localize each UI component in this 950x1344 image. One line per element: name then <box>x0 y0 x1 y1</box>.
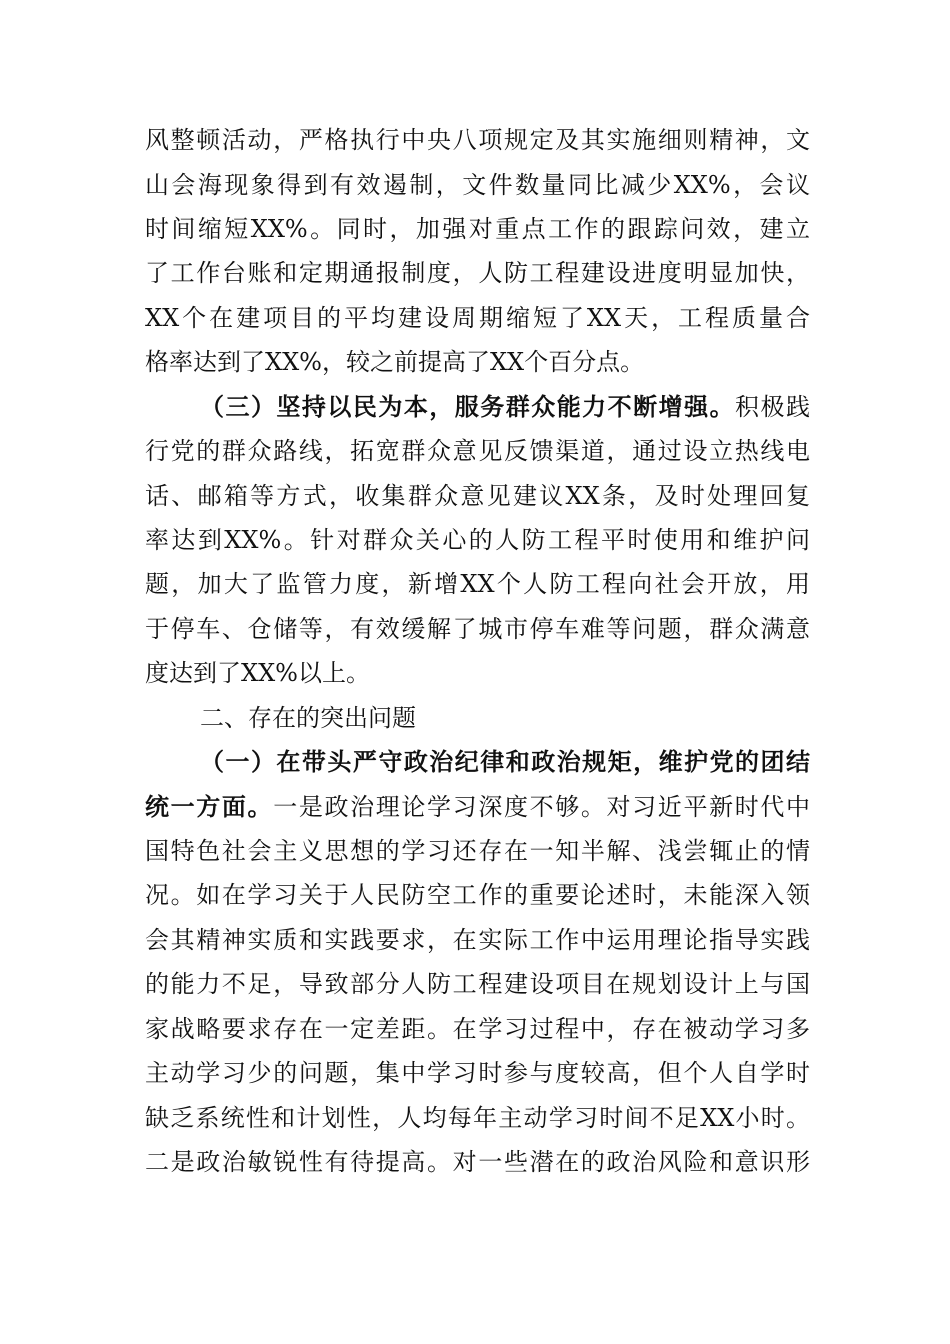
text-line: 会其精神实质和实践要求，在实际工作中运用理论指导实践 <box>145 926 810 954</box>
text-line: 题，加大了监管力度，新增XX个人防工程向社会开放，用 <box>145 570 810 598</box>
text-line: 话、邮箱等方式，收集群众意见建议XX条，及时处理回复 <box>145 482 810 510</box>
subsection-one-line-rest: 一是政治理论学习深度不够。对习近平新时代中 <box>273 793 811 821</box>
text-line: 度达到了XX%以上。 <box>145 659 370 687</box>
section-three-lead: （三）坚持以民为本，服务群众能力不断增强。 <box>200 392 736 421</box>
text-line: XX个在建项目的平均建设周期缩短了XX天，工程质量合 <box>145 304 810 332</box>
subsection-one-lead-end: 统一方面。 <box>145 792 274 821</box>
text-line: 国特色社会主义思想的学习还存在一知半解、浅尝辄止的情 <box>145 837 810 865</box>
section-three-lead-rest: 积极践 <box>735 393 811 421</box>
subsection-one-second-line <box>145 792 810 822</box>
text-line: 了工作台账和定期通报制度，人防工程建设进度明显加快， <box>145 259 810 287</box>
text-line: 时间缩短XX%。同时，加强对重点工作的跟踪问效，建立 <box>145 215 810 243</box>
text-line: 缺乏系统性和计划性，人均每年主动学习时间不足XX小时。 <box>145 1104 810 1132</box>
section-heading: 二、存在的突出问题 <box>200 704 416 732</box>
text-line: 主动学习少的问题，集中学习时参与度较高，但个人自学时 <box>145 1059 810 1087</box>
text-line: 风整顿活动，严格执行中央八项规定及其实施细则精神，文 <box>145 126 810 154</box>
text-line: 二是政治敏锐性有待提高。对一些潜在的政治风险和意识形 <box>145 1148 810 1176</box>
text-line: 行党的群众路线，拓宽群众意见反馈渠道，通过设立热线电 <box>145 437 810 465</box>
text-line: 的能力不足，导致部分人防工程建设项目在规划设计上与国 <box>145 970 810 998</box>
text-line: 山会海现象得到有效遏制，文件数量同比减少XX%，会议 <box>145 171 810 199</box>
subsection-one-lead: （一）在带头严守政治纪律和政治规矩，维护党的团结 <box>200 747 810 776</box>
text-line: 于停车、仓储等，有效缓解了城市停车难等问题，群众满意 <box>145 615 810 643</box>
text-line: 况。如在学习关于人民防空工作的重要论述时，未能深入领 <box>145 881 810 909</box>
section-three-first-line <box>200 392 810 422</box>
text-line: 家战略要求存在一定差距。在学习过程中，存在被动学习多 <box>145 1015 810 1043</box>
text-line: 格率达到了XX%，较之前提高了XX个百分点。 <box>145 348 645 376</box>
text-line: 率达到XX%。针对群众关心的人防工程平时使用和维护问 <box>145 526 810 554</box>
